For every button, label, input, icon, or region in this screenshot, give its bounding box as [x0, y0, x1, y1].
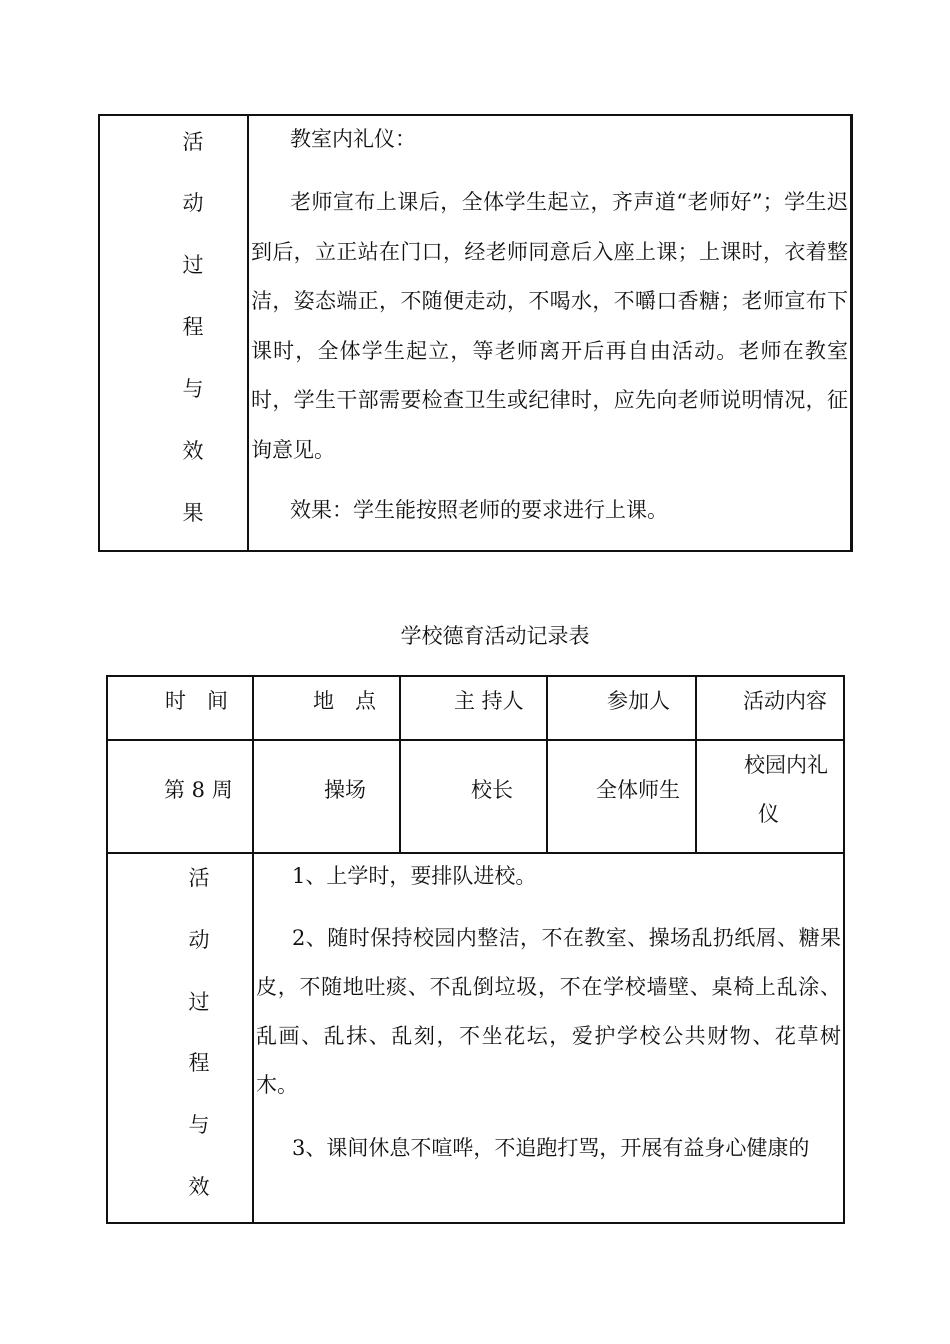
table2-col-divider-3 [546, 675, 548, 854]
header-host: 主 持人 [454, 689, 524, 713]
label-char: 程 [182, 315, 204, 339]
label-char: 活 [188, 866, 210, 890]
label-char: 活 [182, 130, 204, 154]
table2-top-border [106, 675, 845, 677]
label-char: 动 [182, 191, 204, 215]
activity-item-1: 1、上学时，要排队进校。 [292, 864, 537, 888]
label-char: 与 [182, 377, 204, 401]
activity-item-2: 2、随时保持校园内整洁，不在教室、操场乱扔纸屑、糖果皮，不随地吐痰、不乱倒垃圾，不在学校墙壁、桌椅上乱涂、乱画、乱抹、乱刻，不坐花坛，爱护学校公共财物、花草树木。 [256, 926, 841, 1097]
label-char: 效 [188, 1175, 210, 1199]
label-char: 程 [188, 1051, 210, 1075]
table2-right-border [843, 675, 845, 1224]
header-time: 时 间 [165, 689, 228, 713]
table2-row-divider-1 [106, 739, 845, 741]
table1-effect: 效果：学生能按照老师的要求进行上课。 [290, 498, 668, 522]
table2-col-divider-4 [695, 675, 697, 854]
header-participants: 参加人 [607, 689, 670, 713]
table1-body: 老师宣布上课后，全体学生起立，齐声道“老师好”；学生迟到后，立正站在门口，经老师同意后入座上课；上课时，衣着整洁，姿态端正，不随便走动，不喝水，不嚼口香糖；老师宣布下课时，全体学生起立，等老师离开后再自由活动。老师在教室时，学生干部需要检查卫生或纪律时，应先向老师说明情况，征询意见。 [251, 190, 848, 462]
label-char: 过 [182, 253, 204, 277]
cell-content-line2: 仪 [758, 802, 779, 826]
table2-col-divider-2 [399, 675, 401, 854]
table1-bottom-border [98, 550, 853, 552]
label-char: 果 [182, 501, 204, 525]
record-table-title: 学校德育活动记录表 [400, 624, 590, 648]
label-char: 动 [188, 928, 210, 952]
cell-participants: 全体师生 [596, 778, 680, 802]
table1-divider [247, 114, 249, 552]
cell-week: 第 8 周 [164, 778, 233, 802]
cell-place: 操场 [324, 778, 366, 802]
cell-host: 校长 [471, 778, 513, 802]
label-char: 与 [188, 1113, 210, 1137]
table1-heading: 教室内礼仪： [290, 127, 416, 151]
table2-left-border [106, 675, 108, 1224]
activity-item-3: 3、课间休息不喧哗，不追跑打骂，开展有益身心健康的 [292, 1136, 810, 1160]
header-place: 地 点 [313, 689, 376, 713]
table2-bottom-border [106, 1222, 845, 1224]
label-char: 过 [188, 990, 210, 1014]
label-char: 效 [182, 439, 204, 463]
table1-top-border [98, 114, 853, 116]
table1-left-border [98, 114, 100, 552]
cell-content-line1: 校园内礼 [744, 753, 828, 777]
header-content: 活动内容 [743, 689, 827, 713]
table2-col-divider-1 [252, 675, 254, 1224]
table2-row-divider-2 [106, 852, 845, 854]
table1-right-border [850, 114, 853, 552]
